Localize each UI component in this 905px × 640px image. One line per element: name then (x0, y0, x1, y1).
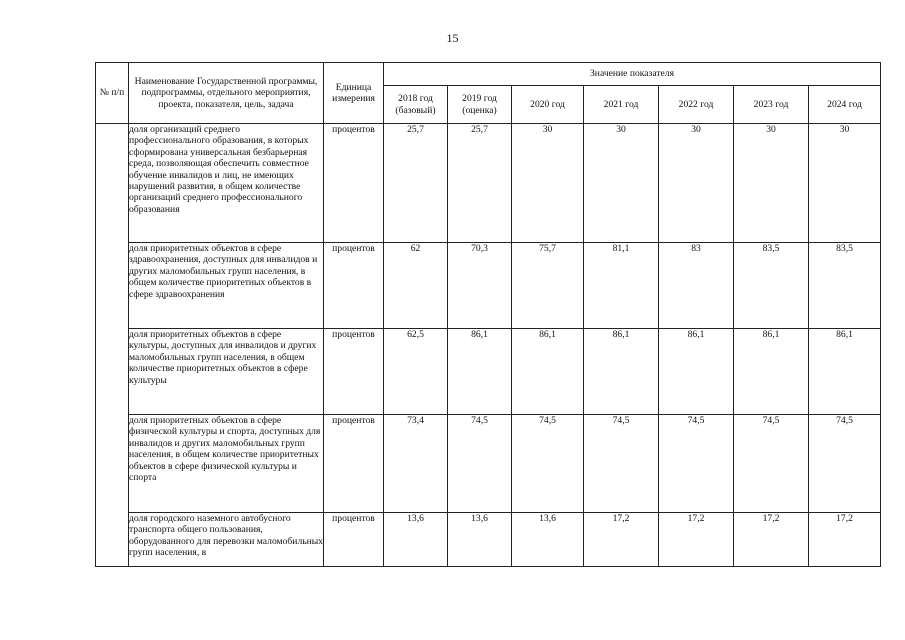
indicator-value: 74,5 (659, 415, 734, 513)
indicator-value: 70,3 (448, 243, 512, 329)
indicator-value: 17,2 (584, 513, 659, 567)
header-year: 2022 год (659, 86, 734, 124)
indicator-value: 62 (384, 243, 448, 329)
indicator-name: доля приоритетных объектов в сфере культуры, доступных для инвалидов и других маломобильных групп населения, в общем количестве приоритетных объектов в сфере культуры (129, 329, 324, 415)
indicator-value: 86,1 (734, 329, 809, 415)
indicator-value: 81,1 (584, 243, 659, 329)
table-body (96, 124, 881, 567)
indicator-value: 74,5 (584, 415, 659, 513)
indicator-value: 13,6 (448, 513, 512, 567)
header-name: Наименование Государственной программы, подпрограммы, отдельного мероприятия, проекта, показателя, цель, задача (129, 63, 324, 124)
indicator-value: 86,1 (448, 329, 512, 415)
indicator-value: 86,1 (584, 329, 659, 415)
indicator-value: 17,2 (809, 513, 881, 567)
indicator-value: 13,6 (384, 513, 448, 567)
indicator-value: 30 (809, 124, 881, 243)
indicator-value: 83,5 (809, 243, 881, 329)
indicator-value: 83 (659, 243, 734, 329)
indicator-value: 17,2 (734, 513, 809, 567)
table-row (96, 513, 881, 567)
indicator-value: 74,5 (809, 415, 881, 513)
indicator-value: 86,1 (659, 329, 734, 415)
header-values-group: Значение показателя (384, 63, 881, 86)
indicator-value: 30 (512, 124, 584, 243)
indicator-value: 75,7 (512, 243, 584, 329)
indicator-value: 13,6 (512, 513, 584, 567)
header-number: № п/п (96, 63, 129, 124)
indicator-value: 86,1 (809, 329, 881, 415)
indicator-value: 73,4 (384, 415, 448, 513)
header-year: 2019 год (оценка) (448, 86, 512, 124)
indicator-name: доля приоритетных объектов в сфере физической культуры и спорта, доступных для инвалидов и других маломобильных групп населения, в общем количестве приоритетных объектов в сфере физической культуры и спорта (129, 415, 324, 513)
row-number-cell (96, 124, 129, 567)
indicator-name: доля приоритетных объектов в сфере здравоохранения, доступных для инвалидов и других маломобильных групп населения, в общем количестве приоритетных объектов в сфере здравоохранения (129, 243, 324, 329)
indicator-value: 25,7 (384, 124, 448, 243)
indicator-name: доля организаций среднего профессионального образования, в которых сформирована универсальная безбарьерная среда, позволяющая обеспечить совместное обучение инвалидов и лиц, не имеющих нарушений развития, в общем количестве организаций среднего профессионального образования (129, 124, 324, 243)
indicator-value: 74,5 (512, 415, 584, 513)
table-row (96, 243, 881, 329)
indicator-value: 30 (584, 124, 659, 243)
table-header (96, 63, 881, 124)
indicator-name: доля городского наземного автобусного транспорта общего пользования, оборудованного для перевозки маломобильных групп населения, в (129, 513, 324, 567)
indicator-value: 74,5 (448, 415, 512, 513)
page-number: 15 (446, 31, 459, 45)
indicator-value: 62,5 (384, 329, 448, 415)
table-row (96, 329, 881, 415)
indicator-value: 74,5 (734, 415, 809, 513)
indicator-value: 30 (734, 124, 809, 243)
table-row (96, 415, 881, 513)
indicator-value: 17,2 (659, 513, 734, 567)
header-year: 2024 год (809, 86, 881, 124)
header-year: 2020 год (512, 86, 584, 124)
header-year: 2018 год (базовый) (384, 86, 448, 124)
indicator-unit: процентов (324, 243, 384, 329)
header-year: 2023 год (734, 86, 809, 124)
header-unit: Единица измерения (324, 63, 384, 124)
indicator-value: 25,7 (448, 124, 512, 243)
indicator-unit: процентов (324, 513, 384, 567)
indicator-unit: процентов (324, 124, 384, 243)
indicator-value: 83,5 (734, 243, 809, 329)
indicator-unit: процентов (324, 329, 384, 415)
indicator-unit: процентов (324, 415, 384, 513)
indicator-value: 86,1 (512, 329, 584, 415)
table-row (96, 124, 881, 243)
indicators-table (95, 62, 881, 567)
header-year: 2021 год (584, 86, 659, 124)
indicator-value: 30 (659, 124, 734, 243)
